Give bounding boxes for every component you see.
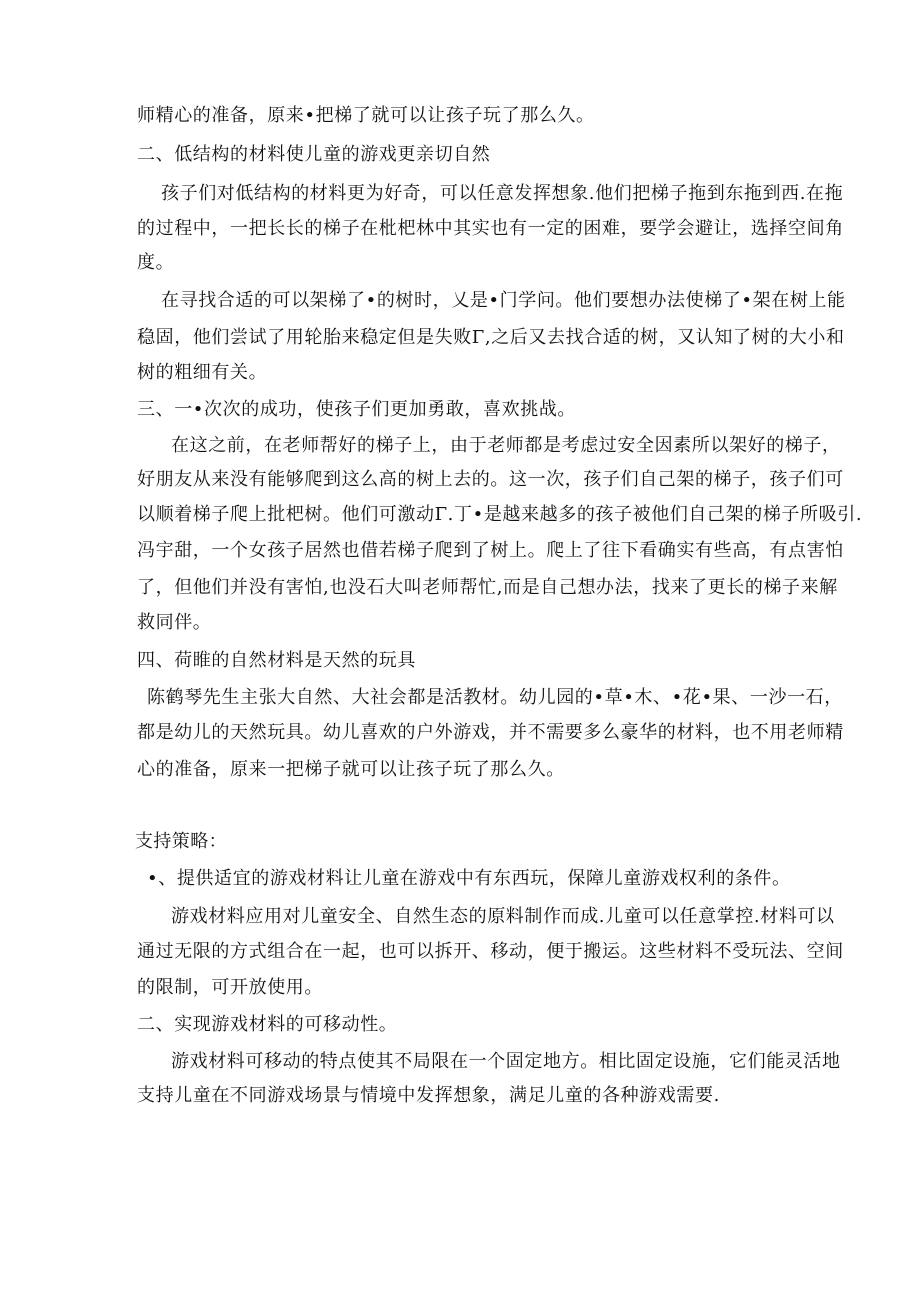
strategy-heading: 支持策略： (135, 831, 227, 852)
text-line: 以顺着梯子爬上批杷树。他们可激动Γ.丁•是越来越多的孩子被他们自己架的梯子所吸引. (137, 504, 863, 525)
section-heading: 二、低结构的材料使儿童的游戏更亲切自然 (137, 144, 491, 165)
text-line: 树的粗细有关。 (137, 362, 268, 383)
text-line: 的限制，可开放使用。 (137, 977, 323, 998)
text-line: 陈鹤琴先生主张大自然、大社会都是活教材。幼儿园的•草•木、•花•果、一沙一石， (147, 687, 843, 708)
text-line: 师精心的准备，原来•把梯了就可以让孩子玩了那么久。 (137, 105, 595, 126)
text-line: 在这之前，在老师帮好的梯子上，由于老师都是考虑过安全因素所以架好的梯子， (171, 435, 841, 456)
text-line: 游戏材料应用对儿童安全、自然生态的原料制作而成.儿童可以任意掌控.材料可以 (171, 906, 835, 927)
text-line: 冯宇甜，一个女孩子居然也借若梯子爬到了树上。爬上了往下看确实有些高，有点害怕 (137, 540, 844, 561)
text-line: 孩子们对低结构的材料更为好奇，可以任意发挥想象.他们把梯子拖到东拖到西.在拖 (161, 183, 844, 204)
text-line: 通过无限的方式组合在一起，也可以拆开、移动，便于搬运。这些材料不受玩法、空间 (137, 941, 844, 962)
section-heading: 四、荷睢的自然材料是天然的玩具 (137, 650, 416, 671)
text-line: 游戏材料可移动的特点使其不局限在一个固定地方。相比固定设施，它们能灵活地 (171, 1051, 841, 1072)
text-line: 度。 (137, 252, 175, 273)
text-line: 好朋友从来没有能够爬到这么高的树上去的。这一次，孩子们自己架的梯子，孩子们可 (137, 469, 844, 490)
text-line: 心的准备，原来一把梯子就可以让孩子玩了那么久。 (137, 759, 565, 780)
section-heading: 三、一•次次的成功，使孩子们更加勇敢，喜欢挑战。 (137, 399, 577, 420)
text-line: 支持儿童在不同游戏场景与情境中发挥想象，满足儿童的各种游戏需要. (137, 1085, 720, 1106)
text-line: 救同伴。 (137, 612, 212, 633)
text-line: 都是幼儿的天然玩具。幼儿喜欢的户外游戏，并不需要多么豪华的材料，也不用老师精 (137, 722, 844, 743)
text-line: 了，但他们并没有害怕,也没石大叫老师帮忙,而是自己想办法，找来了更长的梯子来解 (137, 577, 838, 598)
text-line: 稳固，他们尝试了用轮胎来稳定但是失败Γ,之后又去找合适的树，又认知了树的大小和 (137, 327, 845, 348)
text-line: 在寻找合适的可以架梯了•的树时，乂是•门学问。他们要想办法使梯了•架在树上能 (161, 290, 846, 311)
text-line: 的过程中，一把长长的梯子在枇杷林中其实也有一定的困难，要学会避让，选择空间角 (137, 218, 844, 239)
section-heading: 二、实现游戏材料的可移动性。 (137, 1014, 398, 1035)
section-heading: •、提供适宜的游戏材料让儿童在游戏中有东西玩，保障儿童游戏权利的条件。 (147, 868, 791, 889)
